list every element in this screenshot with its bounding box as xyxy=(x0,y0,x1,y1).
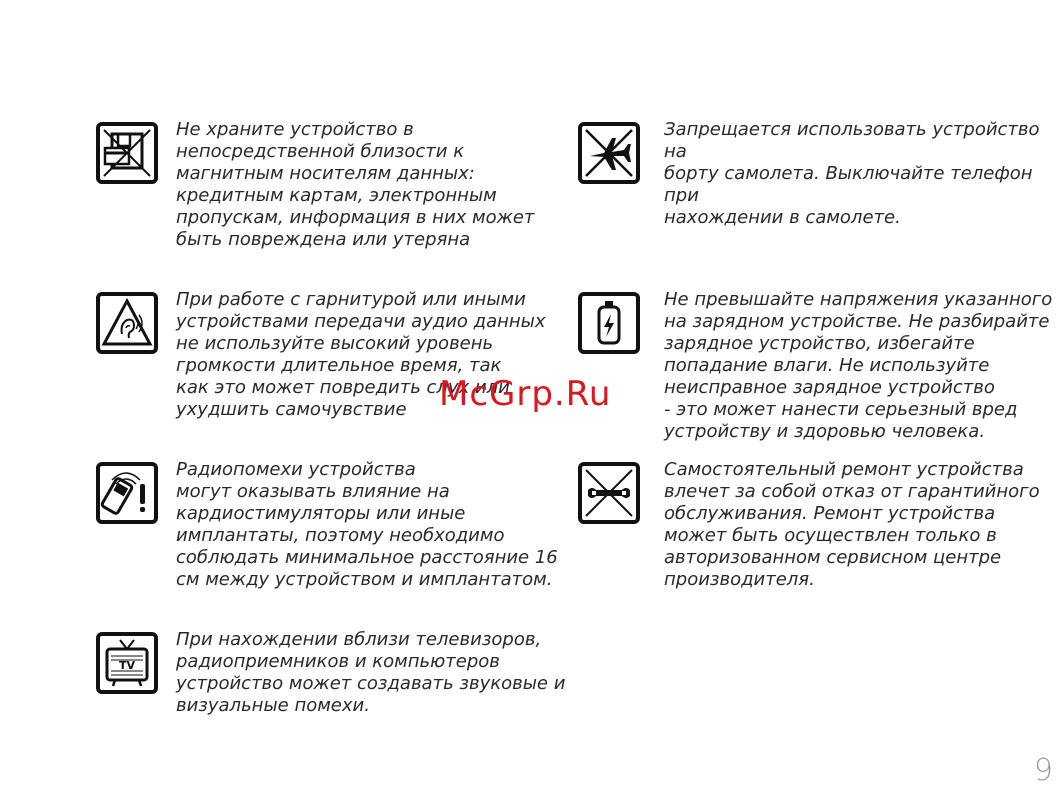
warning-headset-text: При работе с гарнитурой или иными устройствами передачи аудио данных не используйте высокий уровень громкости длительное время, так как это может повредить слух или ухудшить самочувствие xyxy=(176,289,546,420)
watermark: McGrp.Ru xyxy=(439,374,612,414)
self-repair-prohibited-icon xyxy=(578,462,640,524)
charger-battery-icon xyxy=(578,292,640,354)
warning-pacemaker-text: Радиопомехи устройства могут оказывать влияние на кардиостимуляторы или иные имплантаты, поэтому необходимо соблюдать минимальное расстояние 16 см между устройством и имплантатом. xyxy=(176,459,558,590)
warning-repair-text: Самостоятельный ремонт устройства влечет за собой отказ от гарантийного обслуживания. Ремонт устройства может быть осуществлен только в авторизованном сервисном центре производителя. xyxy=(664,459,1040,590)
loud-volume-warning-icon xyxy=(96,292,158,354)
warning-magnetic-text: Не храните устройство в непосредственной близости к магнитным носителям данных: кредитным картам, электронным пропускам, информация в них может быть повреждена или утеряна xyxy=(176,119,535,250)
magnetic-card-prohibited-icon xyxy=(96,122,158,184)
airplane-prohibited-icon xyxy=(578,122,640,184)
page-number: 9 xyxy=(1033,753,1053,788)
phone-radio-interference-icon xyxy=(96,462,158,524)
tv-icon-label: TV xyxy=(118,659,136,672)
warning-charger-text: Не превышайте напряжения указанного на зарядном устройстве. Не разбирайте зарядное устройство, избегайте попадание влаги. Не используйте неисправное зарядное устройство - это может нанести серьезный вред устройству и здоровью человека. xyxy=(664,289,1053,442)
warning-tv-text: При нахождении вблизи телевизоров, радиоприемников и компьютеров устройство может создавать звуковые и визуальные помехи. xyxy=(176,629,566,716)
warning-airplane-text: Запрещается использовать устройство на борту самолета. Выключайте телефон при нахождении в самолете. xyxy=(664,119,1040,228)
tv-interference-icon xyxy=(96,632,158,694)
